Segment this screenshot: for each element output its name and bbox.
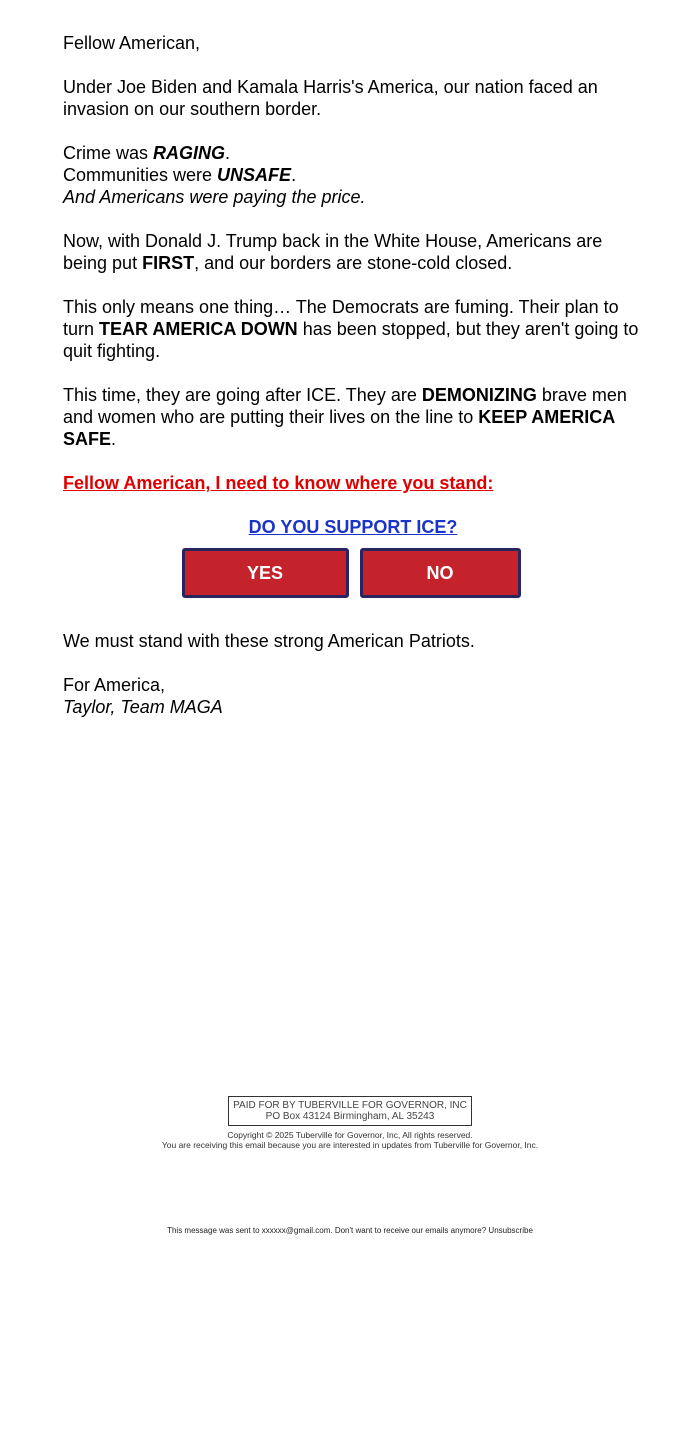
copyright: Copyright © 2025 Tuberville for Governor, Inc, All rights reserved. — [227, 1130, 473, 1140]
text: This only means one thing… The Democrats are fuming. Their plan to turn — [63, 297, 619, 339]
paragraph-2 — [63, 142, 643, 208]
text: . — [111, 429, 117, 449]
cta-link[interactable]: Fellow American, I need to know where you stand: — [63, 473, 494, 493]
greeting: Fellow American, — [63, 33, 201, 53]
paid-for-line: PAID FOR BY TUBERVILLE FOR GOVERNOR, INC — [233, 1100, 467, 1111]
paragraph-1: Under Joe Biden and Kamala Harris's America, our nation faced an invasion on our southern border. — [63, 77, 598, 119]
text: has been stopped, but they aren't going to quit fighting. — [63, 319, 639, 361]
emphasis: KEEP AMERICA SAFE — [63, 407, 615, 449]
text: Now, with Donald J. Trump back in the White House, Americans are being put — [63, 231, 603, 273]
emphasis: DEMONIZING — [421, 385, 537, 405]
signoff — [63, 674, 643, 718]
paragraph-5 — [63, 384, 643, 450]
text: brave men and women who are putting their lives on the line to — [63, 385, 627, 427]
support-ice-link[interactable]: DO YOU SUPPORT ICE? — [248, 517, 458, 537]
text: This time, they are going after ICE. They are — [63, 385, 422, 405]
italic-line: And Americans were paying the price. — [63, 187, 366, 207]
emphasis: RAGING — [153, 143, 226, 163]
receiving-notice: You are receiving this email because you are interested in updates from Tuberville for Governor, Inc. — [161, 1140, 539, 1150]
paid-for-box — [228, 1096, 472, 1126]
text: Crime was — [63, 143, 154, 163]
text: , and our borders are stone-cold closed. — [194, 253, 513, 273]
email-body — [63, 32, 643, 740]
text: . — [291, 165, 297, 185]
paragraph-3 — [63, 230, 643, 274]
paragraph-6: We must stand with these strong American Patriots. — [63, 631, 475, 651]
unsubscribe-link[interactable]: Unsubscribe — [488, 1226, 533, 1235]
no-button[interactable]: NO — [360, 548, 521, 598]
sent-text: This message was sent to xxxxxx@gmail.com. Don't want to receive our emails anymore? — [167, 1226, 489, 1235]
poll-buttons — [59, 548, 643, 598]
emphasis: TEAR AMERICA DOWN — [99, 319, 298, 339]
address-line: PO Box 43124 Birmingham, AL 35243 — [265, 1111, 435, 1122]
paragraph-4 — [63, 296, 643, 362]
text: Communities were — [63, 165, 218, 185]
sent-notice — [0, 1226, 700, 1235]
footer — [0, 1096, 700, 1150]
signature: Taylor, Team MAGA — [63, 697, 223, 717]
emphasis: UNSAFE — [217, 165, 292, 185]
yes-button[interactable]: YES — [182, 548, 349, 598]
text: . — [225, 143, 231, 163]
signoff-text: For America, — [63, 675, 166, 695]
emphasis: FIRST — [142, 253, 195, 273]
